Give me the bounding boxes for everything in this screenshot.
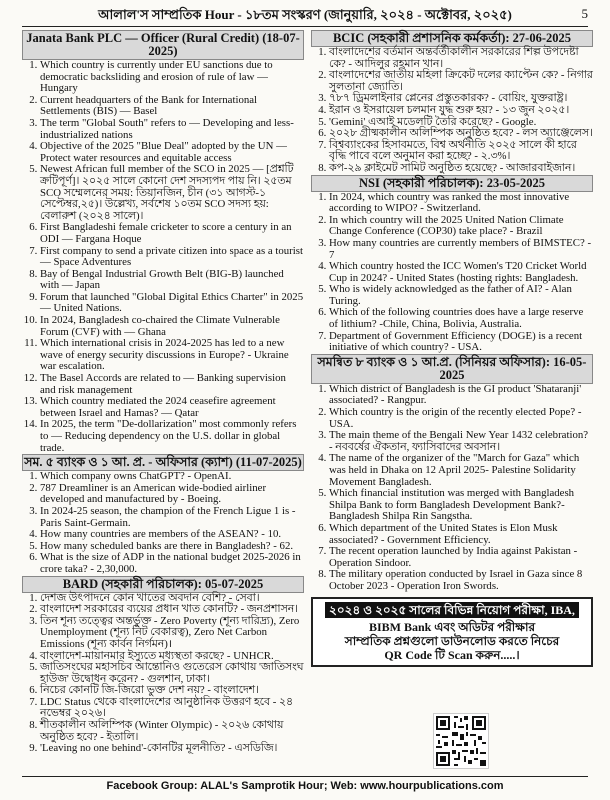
section-title-senior: সমন্বিত ৮ ব্যাংক ও ১ আ.প্র. (সিনিয়র অফিসার): 16-05-2025 bbox=[311, 354, 593, 384]
question-item: 8. শীতকালীন অলিম্পিক (Winter Olympic) - ২০২৬ কোথায় অনুষ্ঠিত হবে? - ইতালি। bbox=[40, 720, 304, 743]
section-title-sonali: সম. ৫ ব্যাংক ও ১ আ. প্র. - অফিসার (ক্যাশ) (11-07-2025) bbox=[22, 454, 304, 471]
question-list-bcic bbox=[311, 47, 593, 175]
left-column bbox=[22, 30, 304, 755]
question-item: 5. 'Gemini' এআই মডেলটি তৈরি করেছে? - Google. bbox=[329, 117, 593, 129]
question-item: 1. Which company owns ChatGPT? - OpenAI. bbox=[40, 471, 304, 483]
question-item: 2. Current headquarters of the Bank for International Settlements (BIS) — Basel bbox=[40, 95, 304, 118]
question-item: 7. LDC Status থেকে বাংলাদেশের আনুষ্ঠানিক উত্তরণ হবে - ২৪ নভেম্বর ২০২৬। bbox=[40, 697, 304, 720]
question-item: 4. ইরান ও ইসরায়েল চলমান যুদ্ধ শুরু হয়? - ১৩ জুন ২০২৫। bbox=[329, 105, 593, 117]
qr-code-graphic bbox=[434, 714, 488, 768]
question-item: 4. বাংলাদেশ-মায়ানমার ইস্যুতে মধ্যস্থতা করছে? - UNHCR. bbox=[40, 651, 304, 663]
question-item: 1. In 2024, which country was ranked the most innovative according to WIPO? - Switzerland. bbox=[329, 192, 593, 215]
question-list-senior bbox=[311, 384, 593, 593]
question-item: 7. The recent operation launched by India against Pakistan - Operation Sindoor. bbox=[329, 546, 593, 569]
header-title: আলাল'স সাম্প্রতিক Hour - ১৮তম সংস্করণ (জানুয়ারি, ২০২৪ - অক্টোবর, ২০২৫) bbox=[98, 7, 512, 22]
question-item: 7. বিশ্বব্যাংকের হিসাবমতে, বিশ্ব অর্থনীতি ২০২৫ সালে কী হারে বৃদ্ধি পাবে বলে অনুমান করা হচ্ছে? - ২.৩%। bbox=[329, 140, 593, 163]
question-item: 7. First company to send a private citizen into space as a tourist — Space Adventures bbox=[40, 246, 304, 269]
question-item: 2. Which country is the origin of the recently elected Pope? - USA. bbox=[329, 407, 593, 430]
question-item: 5. Who is widely acknowledged as the father of AI? - Alan Turing. bbox=[329, 284, 593, 307]
question-item: 14. In 2025, the term "De-dollarization" most commonly refers to — Reducing dependency on the U.S. dollar in global trade. bbox=[40, 419, 304, 454]
page-number: 5 bbox=[581, 6, 588, 21]
question-item: 2. বাংলাদেশ সরকারের ব্যয়ের প্রধান খাত কোনটি? - জনপ্রশাসন। bbox=[40, 604, 304, 616]
question-item: 6. নিচের কোনটি জি-জিরো ভুক্ত দেশ নয়? - বাংলাদেশ। bbox=[40, 685, 304, 697]
section-title-bard: BARD (সহকারী পরিচালক): 05-07-2025 bbox=[22, 576, 304, 593]
section-title-bcic: BCIC (সহকারী প্রশাসনিক কর্মকর্তা): 27-06-2025 bbox=[311, 30, 593, 47]
question-item: 5. Newest African full member of the SCO in 2025 — [প্রশ্নটি ক্রটিপূর্ণ]। ২০২৫ সালে কোনো দেশ সদস্যপদ পায় নি। ২৫তম SCO সম্মেলনের সময়: তিয়ানজিন, চীন (৩১ আগস্ট-১ সেপ্টেম্বর,২৫)। উল্লেখ্য, সর্বশেষ ১০তম SCO সদস্য হয়: বেলারুশ (২০২৪ সালে)। bbox=[40, 164, 304, 222]
question-item: 10. In 2024, Bangladesh co-chaired the Climate Vulnerable Forum (CVF) with — Ghana bbox=[40, 315, 304, 338]
question-item: 3. The main theme of the Bengali New Year 1432 celebration? - নববর্ষের ঐকতান, ফ্যাসিবাদের অবসান। bbox=[329, 430, 593, 453]
question-item: 3. তিন শূন্য তত্ত্বের অন্তর্ভুক্ত - Zero Poverty (শূন্য দারিদ্র্য), Zero Unemployment (শূন্য নিট বেকারত্ব), Zero Net Carbon Emissions (শূন্য কার্বন নির্গমন)। bbox=[40, 616, 304, 651]
question-item: 12. The Basel Accords are related to — Banking supervision and risk management bbox=[40, 373, 304, 396]
question-item: 7. Department of Government Efficiency (DOGE) is a recent initiative of which country? - USA. bbox=[329, 331, 593, 354]
question-item: 3. ৭৮৭ ড্রিমলাইনার প্লেনের প্রস্তুতকারক? - বোয়িং, যুক্তরাষ্ট্র। bbox=[329, 93, 593, 105]
question-item: 13. Which country mediated the 2024 ceasefire agreement between Israel and Hamas? — Qatar bbox=[40, 396, 304, 419]
question-item: 6. ২০২৮ গ্রীষ্মকালীন অলিম্পিক অনুষ্ঠিত হবে? - লস অ্যাঞ্জেলেস। bbox=[329, 128, 593, 140]
question-item: 4. The name of the organizer of the "March for Gaza" which was held in Dhaka on 12 April 2025- Palestine Solidarity Movement Bangladesh. bbox=[329, 453, 593, 488]
question-item: 2. বাংলাদেশের জাতীয় মহিলা ক্রিকেট দলের ক্যাপ্টেন কে? - নিগার সুলতানা জ্যোতি। bbox=[329, 70, 593, 93]
promo-box bbox=[311, 597, 593, 667]
question-item: 1. Which district of Bangladesh is the GI product 'Shataranji' associated? - Rangpur. bbox=[329, 384, 593, 407]
section-title-nsi: NSI (সহকারী পরিচালক): 23-05-2025 bbox=[311, 175, 593, 192]
question-item: 3. How many countries are currently members of BIMSTEC? - 7 bbox=[329, 238, 593, 261]
question-item: 8. Bay of Bengal Industrial Growth Belt (BIG-B) launched with — Japan bbox=[40, 269, 304, 292]
question-item: 4. Which country hosted the ICC Women's T20 Cricket World Cup in 2024? - United States (hosting rights: Bangladesh. bbox=[329, 261, 593, 284]
question-item: 4. How many countries are members of the ASEAN? - 10. bbox=[40, 529, 304, 541]
question-item: 9. Forum that launched "Global Digital Ethics Charter" in 2025 — United Nations. bbox=[40, 292, 304, 315]
question-list-janata bbox=[22, 60, 304, 454]
question-list-sonali bbox=[22, 471, 304, 575]
question-item: 6. First Bangladeshi female cricketer to score a century in an ODI — Fargana Hoque bbox=[40, 222, 304, 245]
question-item: 3. In 2024-25 season, the champion of the French Ligue 1 is - Paris Saint-Germain. bbox=[40, 506, 304, 529]
question-item: 2. 787 Dreamliner is an American wide-bodied airliner developed and manufactured by - Boeing. bbox=[40, 483, 304, 506]
question-list-nsi bbox=[311, 192, 593, 354]
question-item: 5. How many scheduled banks are there in Bangladesh? - 62. bbox=[40, 541, 304, 553]
qr-code-icon[interactable] bbox=[433, 713, 489, 769]
question-item: 5. জাতিসংঘের মহাসচিব আন্তোনিও গুতেরেস কোথায় 'জাতিসংঘ হাউজ' উদ্বোধন করেন? - গুলশান, ঢাকা। bbox=[40, 662, 304, 685]
promo-line-1: ২০২৪ ও ২০২৫ সালের বিভিন্ন নিয়োগ পরীক্ষা, IBA, bbox=[325, 602, 579, 618]
question-list-bard bbox=[22, 593, 304, 755]
footer: Facebook Group: ALAL's Samprotik Hour; Web: www.hourpublications.com bbox=[22, 776, 588, 792]
right-column bbox=[311, 30, 593, 667]
question-item: 11. Which international crisis in 2024-2025 has led to a new wave of energy security discussions in Europe? - Ukraine war escalation. bbox=[40, 338, 304, 373]
promo-line-4: QR Code টি Scan করুন.....। bbox=[384, 647, 520, 662]
question-item: 4. Objective of the 2025 "Blue Deal" adopted by the UN — Protect water resources and equitable access bbox=[40, 141, 304, 164]
question-item: 1. দেশজ উৎপাদনে কোন খাতের অবদান বেশি? - সেবা। bbox=[40, 593, 304, 605]
question-item: 5. Which financial institution was merged with Bangladesh Shilpa Bank to form Bangladesh Development Bank?- Bangladesh Shilpa Rin Sangstha. bbox=[329, 488, 593, 523]
page-header bbox=[22, 6, 588, 27]
question-item: 9. 'Leaving no one behind'-কোনটির মূলনীতি? - এসডিজি। bbox=[40, 743, 304, 755]
question-item: 8. The military operation conducted by Israel in Gaza since 8 October 2023 - Operation Iron Swords. bbox=[329, 569, 593, 592]
question-item: 2. In which country will the 2025 United Nation Climate Change Conference (COP30) take place? - Brazil bbox=[329, 215, 593, 238]
promo-line-2: BIBM Bank এবং অডিটর পরীক্ষার bbox=[368, 619, 536, 634]
question-item: 8. কপ-২৯ ক্লাইমেট সামিট অনুষ্ঠিত হয়েছে? - আজারবাইজান। bbox=[329, 163, 593, 175]
section-title-janata: Janata Bank PLC — Officer (Rural Credit) (18-07-2025) bbox=[22, 30, 304, 60]
question-item: 1. Which country is currently under EU sanctions due to democratic backsliding and erosion of rule of law — Hungary bbox=[40, 60, 304, 95]
question-item: 6. Which department of the United States is Elon Musk associated? - Government Efficiency. bbox=[329, 523, 593, 546]
promo-line-3: সাম্প্রতিক প্রশ্নগুলো ডাউনলোড করতে নিচের bbox=[344, 633, 560, 648]
question-item: 1. বাংলাদেশের বর্তমান অন্তর্বর্তীকালীন সরকারের শিল্প উপদেষ্টা কে? - আদিলুর রহমান খান। bbox=[329, 47, 593, 70]
question-item: 6. Which of the following countries does have a large reserve of lithium? -Chile, China, Bolivia, Australia. bbox=[329, 307, 593, 330]
question-item: 6. What is the size of ADP in the national budget 2025-2026 in crore taka? - 2,30,000. bbox=[40, 552, 304, 575]
question-item: 3. The term "Global South" refers to — Developing and less-industrialized nations bbox=[40, 118, 304, 141]
